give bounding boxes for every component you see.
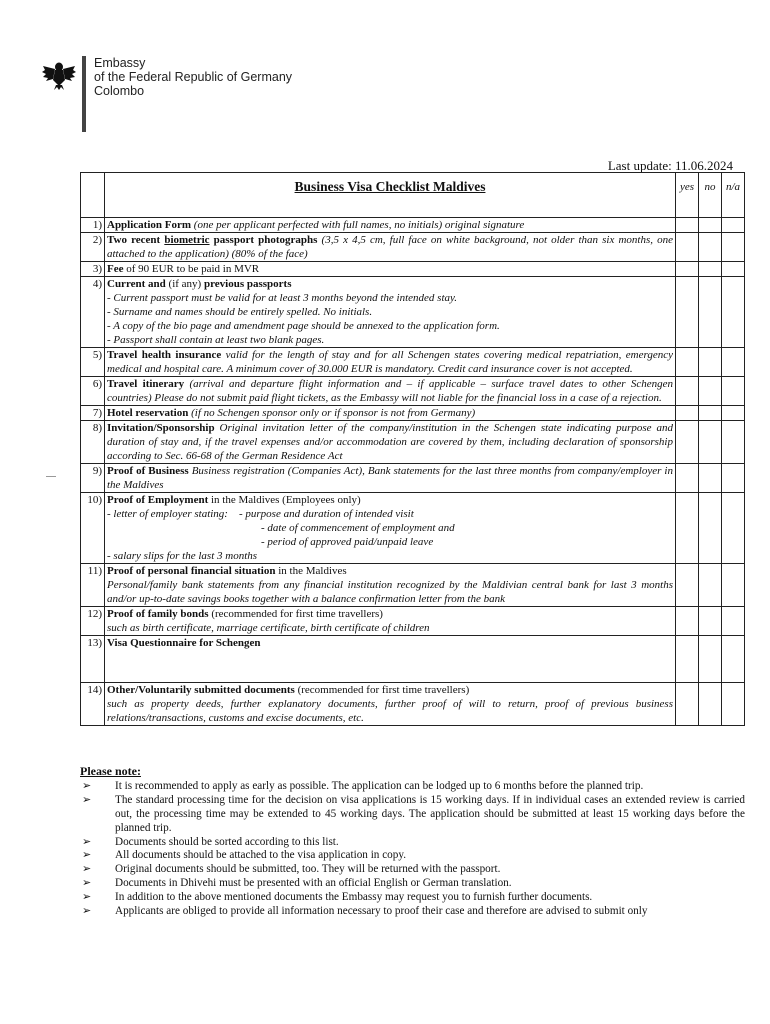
- item-detail: Personal/family bank statements from any financial institution recognized by the Maldivian central bank for last 3 months and/or up-to-date savings books together with a balance confirmation letter from the bank: [107, 579, 673, 605]
- note-text: Applicants are obliged to provide all information necessary to proof their case and therefore are advised to submit only: [115, 905, 648, 918]
- yes-checkbox[interactable]: [676, 683, 699, 726]
- item-text: Business registration (Companies Act), Bank statements for the last three months from company/employer in the Maldives: [107, 465, 673, 491]
- note-text: In addition to the above mentioned documents the Embassy may request you to furnish further documents.: [115, 891, 593, 904]
- na-checkbox[interactable]: [722, 277, 745, 348]
- yes-checkbox[interactable]: [676, 464, 699, 493]
- item-text: (arrival and departure flight information and – if applicable – surface travel dates to other Schengen countries) Please do not submit paid flight tickets, as the Embassy will not liable for the financial loss in a case of a rejection.: [107, 378, 673, 404]
- item-text: (recommended for first time travellers): [294, 684, 470, 696]
- yes-checkbox[interactable]: [676, 406, 699, 421]
- no-checkbox[interactable]: [699, 421, 722, 464]
- na-checkbox[interactable]: [722, 421, 745, 464]
- item-number: 3): [81, 262, 105, 277]
- item-content: [105, 493, 676, 564]
- col-no: no: [699, 173, 722, 218]
- table-row: [81, 377, 745, 406]
- no-checkbox[interactable]: [699, 493, 722, 564]
- no-checkbox[interactable]: [699, 218, 722, 233]
- table-row: [81, 262, 745, 277]
- col-na: n/a: [722, 173, 745, 218]
- item-content: [105, 406, 676, 421]
- header-num-cell: [81, 173, 105, 218]
- item-number: 8): [81, 421, 105, 464]
- item-content: [105, 683, 676, 726]
- na-checkbox[interactable]: [722, 406, 745, 421]
- na-checkbox[interactable]: [722, 683, 745, 726]
- item-text: (if any): [165, 278, 204, 290]
- item-content: [105, 636, 676, 683]
- item-number: 6): [81, 377, 105, 406]
- table-row: [81, 277, 745, 348]
- item-label: Application Form: [107, 219, 192, 231]
- item-number: 13): [81, 636, 105, 683]
- arrow-bullet-icon: ➢: [82, 877, 92, 890]
- table-row: [81, 348, 745, 377]
- no-checkbox[interactable]: [699, 348, 722, 377]
- item-number: 9): [81, 464, 105, 493]
- note-item: [80, 780, 745, 794]
- item-label: Fee: [107, 263, 124, 275]
- table-row: [81, 493, 745, 564]
- no-checkbox[interactable]: [699, 464, 722, 493]
- table-row: [81, 421, 745, 464]
- table-row: [81, 636, 745, 683]
- item-label: Proof of Employment: [107, 494, 209, 506]
- item-text: of 90 EUR to be paid in MVR: [123, 263, 260, 275]
- item-text: Original invitation letter of the company/institution in the Schengen state indicating purpose and duration of stay and, if the travel expenses and/or accommodation are covered by them, including declaration of sponsorship according to Sec. 66-68 of the German Residence Act: [107, 422, 673, 462]
- item-number: 7): [81, 406, 105, 421]
- no-checkbox[interactable]: [699, 683, 722, 726]
- header-divider: [82, 56, 86, 132]
- na-checkbox[interactable]: [722, 377, 745, 406]
- arrow-bullet-icon: ➢: [82, 835, 92, 848]
- item-detail: such as property deeds, further explanatory documents, further proof of will to return, proof of previous business relations/transactions, customs and excise documents, etc.: [107, 698, 673, 724]
- table-row: [81, 406, 745, 421]
- yes-checkbox[interactable]: [676, 636, 699, 683]
- yes-checkbox[interactable]: [676, 277, 699, 348]
- no-checkbox[interactable]: [699, 377, 722, 406]
- passport-rule: - Surname and names should be entirely spelled. No initials.: [107, 306, 373, 318]
- item-text: (if no Schengen sponsor only or if sponsor is not from Germany): [188, 407, 476, 419]
- item-label: Invitation/Sponsorship: [107, 422, 215, 434]
- item-text: in the Maldives: [275, 565, 347, 577]
- na-checkbox[interactable]: [722, 493, 745, 564]
- note-text: All documents should be attached to the visa application in copy.: [115, 849, 407, 862]
- no-checkbox[interactable]: [699, 406, 722, 421]
- please-note-section: [80, 765, 745, 919]
- item-label: Other/Voluntarily submitted documents: [107, 684, 295, 696]
- item-text: (3,5 x 4,5 cm, full face on white background, not older than six months, one attached to the application) (80% of the face): [107, 234, 674, 260]
- note-text: Documents in Dhivehi must be presented with an official English or German translation.: [115, 877, 512, 890]
- item-content: [105, 464, 676, 493]
- na-checkbox[interactable]: [722, 607, 745, 636]
- item-number: 1): [81, 218, 105, 233]
- no-checkbox[interactable]: [699, 233, 722, 262]
- arrow-bullet-icon: ➢: [82, 793, 92, 806]
- note-item: [80, 891, 745, 905]
- yes-checkbox[interactable]: [676, 233, 699, 262]
- note-item: [80, 794, 745, 836]
- embassy-line-3: Colombo: [94, 84, 145, 98]
- col-yes: yes: [676, 173, 699, 218]
- item-content: [105, 607, 676, 636]
- yes-checkbox[interactable]: [676, 218, 699, 233]
- note-text: The standard processing time for the decision on visa applications is 15 working days. If in individual cases an extended review is carried out, the processing time may be extended to 45 working days. The application should be submitted at least 15 working days before the planned trip.: [115, 793, 745, 834]
- na-checkbox[interactable]: [722, 233, 745, 262]
- table-header-row: [81, 173, 745, 218]
- item-text: valid for the length of stay and for all Schengen states covering medical repatriation, emergency medical and hospital care. A minimum cover of 30.000 EUR is mandatory. Credit card insurance cover is not accepted.: [107, 349, 673, 375]
- yes-checkbox[interactable]: [676, 377, 699, 406]
- note-item: [80, 863, 745, 877]
- item-label: Current and: [107, 278, 166, 290]
- item-number: 4): [81, 277, 105, 348]
- note-item: [80, 905, 745, 919]
- item-label: Proof of Business: [107, 465, 189, 477]
- item-label: Travel itinerary: [107, 378, 185, 390]
- item-content: [105, 277, 676, 348]
- item-content: [105, 348, 676, 377]
- employer-letter-line: [107, 507, 673, 521]
- table-row: [81, 564, 745, 607]
- table-row: [81, 233, 745, 262]
- arrow-bullet-icon: ➢: [82, 891, 92, 904]
- note-text: Original documents should be submitted, too. They will be returned with the passport.: [115, 863, 501, 876]
- na-checkbox[interactable]: [722, 564, 745, 607]
- arrow-bullet-icon: ➢: [82, 849, 92, 862]
- item-number: 12): [81, 607, 105, 636]
- employer-letter-sub: - period of approved paid/unpaid leave: [261, 536, 434, 548]
- item-label-underlined: biometric: [164, 234, 210, 246]
- yes-checkbox[interactable]: [676, 564, 699, 607]
- item-label: previous passports: [203, 278, 292, 290]
- item-label: Visa Questionnaire for Schengen: [107, 637, 261, 649]
- no-checkbox[interactable]: [699, 277, 722, 348]
- federal-eagle-icon: [42, 58, 76, 90]
- checklist-title: Business Visa Checklist Maldives: [105, 173, 676, 218]
- passport-rule: - A copy of the bio page and amendment page should be annexed to the application form.: [107, 320, 500, 332]
- table-row: [81, 607, 745, 636]
- item-content: [105, 564, 676, 607]
- item-text: (recommended for first time travellers): [208, 608, 383, 620]
- embassy-name: [94, 56, 292, 98]
- note-item: [80, 849, 745, 863]
- item-text: (one per applicant perfected with full names, no initials) original signature: [191, 219, 525, 231]
- last-update: Last update: 11.06.2024: [607, 158, 733, 173]
- embassy-line-2: of the Federal Republic of Germany: [94, 70, 293, 84]
- passport-rule: - Passport shall contain at least two blank pages.: [107, 334, 325, 346]
- item-detail: such as birth certificate, marriage certificate, birth certificate of children: [107, 622, 430, 634]
- item-content: [105, 421, 676, 464]
- table-row: [81, 464, 745, 493]
- note-text: Documents should be sorted according to this list.: [115, 835, 339, 848]
- item-content: [105, 218, 676, 233]
- na-checkbox[interactable]: [722, 464, 745, 493]
- employer-letter-sub: - date of commencement of employment and: [261, 522, 455, 534]
- note-item: [80, 836, 745, 850]
- no-checkbox[interactable]: [699, 262, 722, 277]
- yes-checkbox[interactable]: [676, 607, 699, 636]
- notes-title: Please note:: [80, 764, 141, 778]
- employer-letter-sub: - purpose and duration of intended visit: [238, 508, 414, 520]
- item-label: Two recent: [107, 234, 165, 246]
- note-text: It is recommended to apply as early as possible. The application can be lodged up to 6 months before the planned trip.: [115, 779, 644, 792]
- embassy-line-1: Embassy: [94, 56, 146, 70]
- item-number: 14): [81, 683, 105, 726]
- item-number: 10): [81, 493, 105, 564]
- na-checkbox[interactable]: [722, 262, 745, 277]
- note-item: [80, 877, 745, 891]
- item-label: Travel health insurance: [107, 349, 222, 361]
- item-number: 5): [81, 348, 105, 377]
- arrow-bullet-icon: ➢: [82, 863, 92, 876]
- item-label: Proof of personal financial situation: [107, 565, 276, 577]
- item-label: passport photographs: [209, 234, 318, 246]
- item-text: in the Maldives (Employees only): [208, 494, 361, 506]
- no-checkbox[interactable]: [699, 564, 722, 607]
- item-label: Hotel reservation: [107, 407, 189, 419]
- no-checkbox[interactable]: [699, 636, 722, 683]
- na-checkbox[interactable]: [722, 218, 745, 233]
- arrow-bullet-icon: ➢: [82, 779, 92, 792]
- na-checkbox[interactable]: [722, 348, 745, 377]
- yes-checkbox[interactable]: [676, 493, 699, 564]
- margin-mark: [46, 476, 56, 477]
- table-row: [81, 683, 745, 726]
- passport-rule: - Current passport must be valid for at least 3 months beyond the intended stay.: [107, 292, 458, 304]
- checklist-table: [80, 172, 745, 726]
- item-content: [105, 233, 676, 262]
- yes-checkbox[interactable]: [676, 262, 699, 277]
- item-content: [105, 377, 676, 406]
- arrow-bullet-icon: ➢: [82, 905, 92, 918]
- salary-slips-line: - salary slips for the last 3 months: [107, 550, 258, 562]
- item-label: Proof of family bonds: [107, 608, 209, 620]
- no-checkbox[interactable]: [699, 607, 722, 636]
- employer-letter-label: - letter of employer stating:: [107, 508, 228, 520]
- na-checkbox[interactable]: [722, 636, 745, 683]
- item-number: 2): [81, 233, 105, 262]
- table-row: [81, 218, 745, 233]
- yes-checkbox[interactable]: [676, 348, 699, 377]
- yes-checkbox[interactable]: [676, 421, 699, 464]
- item-content: [105, 262, 676, 277]
- item-number: 11): [81, 564, 105, 607]
